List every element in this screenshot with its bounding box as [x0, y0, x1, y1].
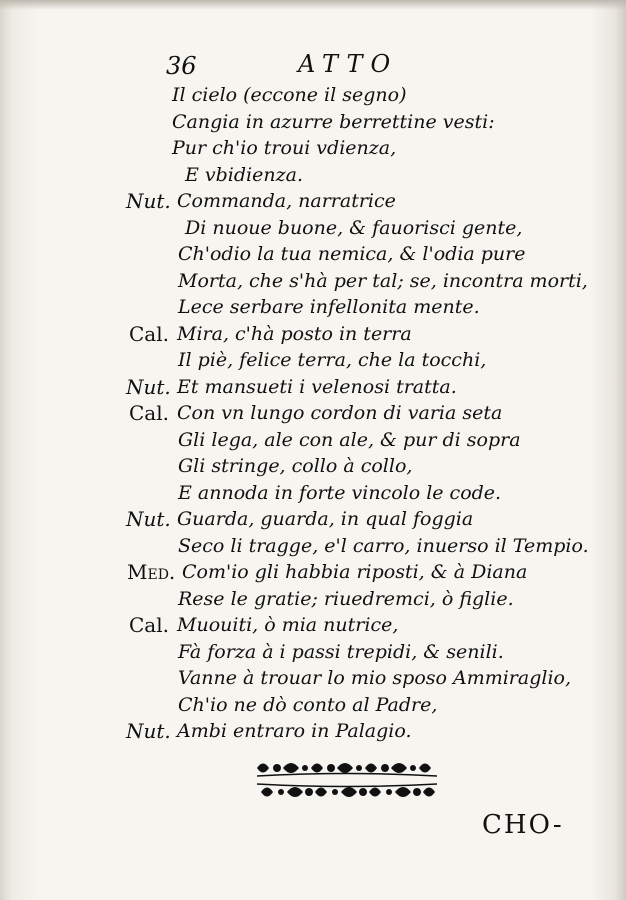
verse-line [0, 533, 626, 560]
verse-line [0, 400, 626, 427]
speaker-label: Nut. [126, 507, 171, 531]
verse-text: Il cielo (eccone il segno) [172, 84, 407, 106]
verse-line [0, 347, 626, 374]
verse-line [0, 665, 626, 692]
verse-line [0, 188, 626, 215]
verse-text: Gli lega, ale con ale, & pur di sopra [178, 428, 521, 451]
verse-text: E annoda in forte vincolo le code. [178, 481, 502, 504]
verse-line [0, 718, 626, 745]
speaker-label: Nut. [126, 374, 171, 399]
speaker-label: Med. [127, 560, 176, 584]
verse-text: Mira, c'hà posto in terra [177, 322, 412, 345]
verse-line [0, 453, 626, 480]
catchword: CHO- [482, 810, 564, 840]
verse-line [0, 321, 626, 348]
speaker-label: Nut. [126, 719, 171, 743]
verse-text: Pur ch'io troui vdienza, [172, 137, 397, 159]
verse-text: Gli stringe, collo à collo, [178, 455, 413, 477]
verse-line [0, 241, 626, 268]
verse-text: Cangia in azurre berrettine vesti: [172, 110, 495, 133]
verse-text: Ambi entraro in Palagio. [177, 720, 412, 742]
verse-text: Il piè, felice terra, che la tocchi, [178, 349, 487, 371]
speaker-label: Cal. [129, 613, 169, 637]
verse-line [0, 559, 626, 586]
verse-line [0, 692, 626, 719]
verse-text: Guarda, guarda, in qual foggia [177, 508, 474, 530]
verse-line [0, 135, 626, 162]
verse-line [0, 427, 626, 454]
verse-text: Commanda, narratrice [177, 190, 396, 212]
verse-text: Ch'io ne dò conto al Padre, [178, 693, 438, 716]
page-header [0, 50, 626, 84]
verse-line [0, 109, 626, 136]
verse-text: Rese le gratie; riuedremci, ò figlie. [178, 587, 514, 610]
speaker-label: Nut. [126, 189, 171, 213]
verse-line [0, 215, 626, 242]
running-head: ATTO [298, 50, 399, 78]
verse-line [0, 506, 626, 533]
verse-text: Muouiti, ò mia nutrice, [177, 614, 399, 636]
verse-text: Com'io gli habbia riposti, & à Diana [182, 561, 528, 583]
verse-line [0, 639, 626, 666]
verse-text: Et mansueti i velenosi tratta. [177, 375, 457, 398]
verse-text: Ch'odio la tua nemica, & l'odia pure [178, 243, 526, 265]
printers-ornament-icon [255, 781, 439, 803]
verse-text: Di nuoue buone, & fauorisci gente, [185, 216, 523, 239]
verse-line [0, 480, 626, 507]
printers-ornament-icon [255, 757, 439, 779]
verse-line [0, 374, 626, 401]
verse-text: Morta, che s'hà per tal; se, incontra morti, [178, 269, 588, 292]
verse-line [0, 268, 626, 295]
verse-text: Seco li tragge, e'l carro, inuerso il Tempio. [178, 534, 589, 557]
verse-text: Lece serbare infellonita mente. [178, 296, 480, 318]
verse-line [0, 586, 626, 613]
speaker-label: Cal. [129, 401, 169, 425]
page-number: 36 [166, 52, 197, 80]
verse-text: Fà forza à i passi trepidi, & senili. [178, 640, 504, 663]
verse-line [0, 612, 626, 639]
speaker-label: Cal. [129, 321, 169, 346]
verse-text: E vbidienza. [185, 163, 303, 186]
verse-line [0, 162, 626, 189]
page-top-edge [0, 0, 626, 10]
verse-text: Con vn lungo cordon di varia seta [177, 402, 503, 424]
verse-line [0, 82, 626, 109]
verse-text-block [0, 82, 626, 745]
verse-line [0, 294, 626, 321]
verse-text: Vanne à trouar lo mio sposo Ammiraglio, [178, 667, 572, 689]
